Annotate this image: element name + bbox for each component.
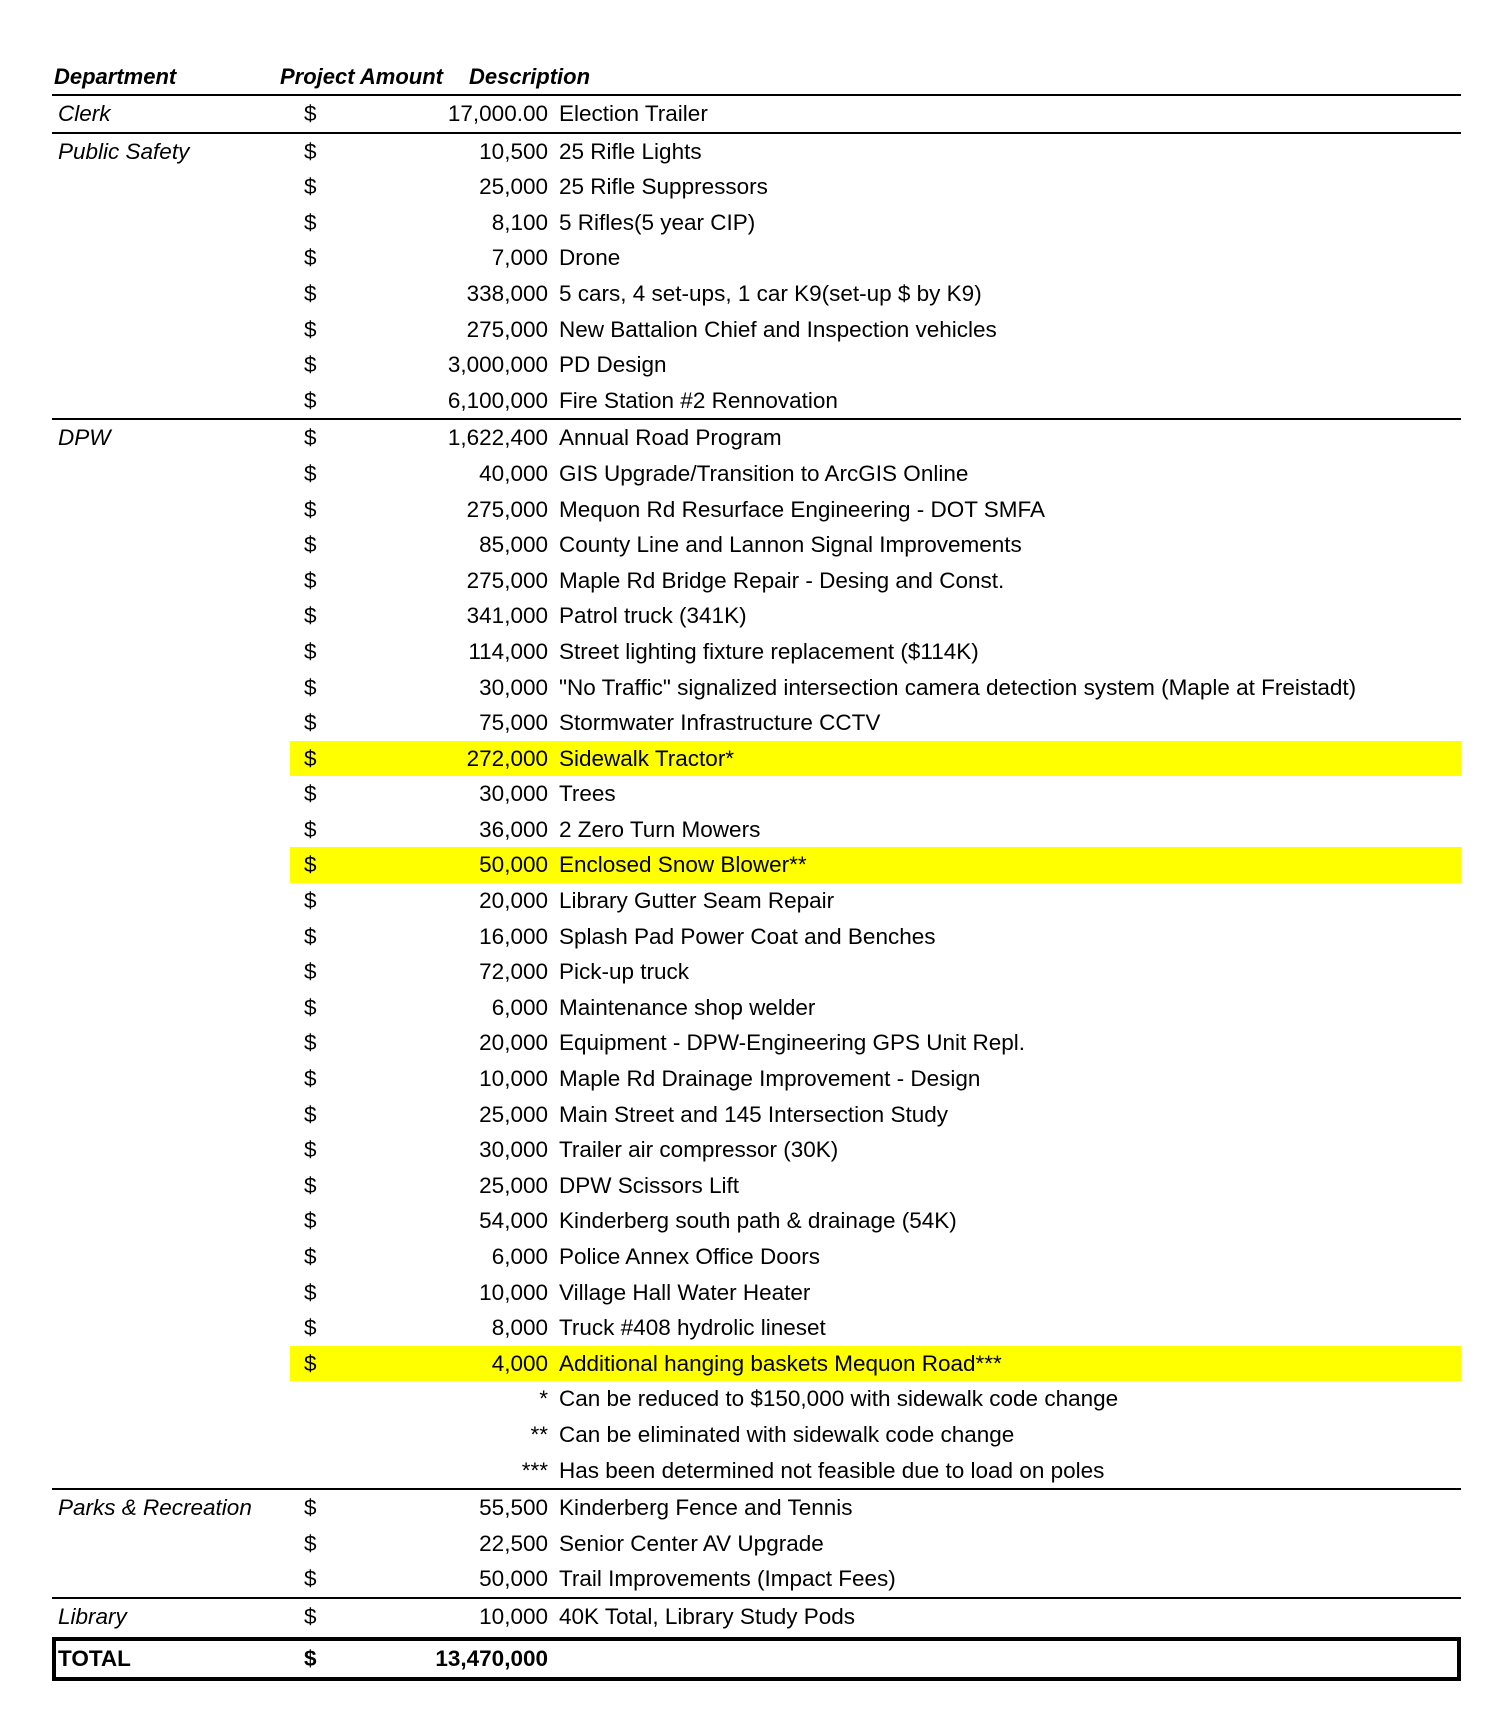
project-amount: 30,000 bbox=[479, 1137, 548, 1163]
table-row bbox=[52, 1526, 1461, 1562]
table-row bbox=[52, 1310, 1461, 1346]
project-amount: 55,500 bbox=[479, 1495, 548, 1521]
department-group bbox=[52, 1599, 1461, 1635]
table-row bbox=[52, 492, 1461, 528]
project-description: Street lighting fixture replacement ($114K) bbox=[559, 638, 979, 664]
currency-symbol: $ bbox=[304, 1530, 317, 1556]
capital-projects-table bbox=[52, 58, 1461, 1681]
project-amount: 8,100 bbox=[491, 209, 548, 235]
project-amount: 72,000 bbox=[479, 959, 548, 985]
table-row bbox=[52, 420, 1461, 456]
project-description: Trees bbox=[559, 781, 616, 807]
table-row bbox=[52, 1097, 1461, 1133]
currency-symbol: $ bbox=[304, 710, 317, 736]
project-amount: 275,000 bbox=[466, 567, 548, 593]
table-header bbox=[52, 58, 1461, 96]
currency-symbol: $ bbox=[304, 852, 317, 878]
currency-symbol: $ bbox=[304, 1603, 317, 1629]
department-name: Clerk bbox=[58, 101, 111, 126]
table-row bbox=[52, 96, 1461, 132]
project-description: Police Annex Office Doors bbox=[559, 1244, 820, 1269]
currency-symbol: $ bbox=[304, 174, 317, 200]
total-amount: 13,470,000 bbox=[435, 1645, 548, 1671]
project-description: 40K Total, Library Study Pods bbox=[559, 1603, 856, 1629]
project-amount: 22,500 bbox=[479, 1530, 548, 1556]
department-groups bbox=[52, 96, 1461, 1635]
currency-symbol: $ bbox=[304, 1030, 317, 1056]
table-row bbox=[52, 240, 1461, 276]
project-amount: 54,000 bbox=[479, 1208, 548, 1234]
currency-symbol: $ bbox=[304, 567, 317, 593]
project-description: Maintenance shop welder bbox=[559, 994, 816, 1020]
project-description: 5 Rifles(5 year CIP) bbox=[559, 209, 756, 235]
currency-symbol: $ bbox=[304, 603, 317, 629]
project-amount: 25,000 bbox=[479, 174, 548, 200]
project-amount: 30,000 bbox=[479, 781, 548, 807]
footnote-row bbox=[52, 1381, 1461, 1417]
project-description: Splash Pad Power Coat and Benches bbox=[559, 923, 936, 949]
table-row bbox=[52, 205, 1461, 241]
table-row bbox=[52, 883, 1461, 919]
table-row bbox=[52, 1168, 1461, 1204]
currency-symbol: $ bbox=[304, 923, 317, 949]
project-description: 25 Rifle Lights bbox=[559, 138, 702, 164]
project-amount: 20,000 bbox=[479, 888, 548, 914]
project-amount: 8,000 bbox=[491, 1315, 548, 1341]
table-row bbox=[52, 847, 1461, 883]
project-description: Kinderberg Fence and Tennis bbox=[559, 1495, 853, 1521]
project-description: Trailer air compressor (30K) bbox=[559, 1137, 839, 1163]
table-row bbox=[52, 990, 1461, 1026]
table-row bbox=[52, 383, 1461, 419]
project-description: Sidewalk Tractor* bbox=[559, 745, 735, 771]
table-row bbox=[52, 312, 1461, 348]
header-amount: Project Amount bbox=[280, 64, 443, 89]
currency-symbol: $ bbox=[304, 1566, 317, 1592]
total-currency: $ bbox=[304, 1645, 317, 1671]
project-description: PD Design bbox=[559, 352, 667, 378]
total-label: TOTAL bbox=[58, 1645, 131, 1671]
table-row bbox=[52, 1275, 1461, 1311]
table-row bbox=[52, 169, 1461, 205]
project-description: 5 cars, 4 set-ups, 1 car K9(set-up $ by K9) bbox=[559, 280, 982, 306]
table-row bbox=[52, 134, 1461, 170]
department-group bbox=[52, 1490, 1461, 1599]
department-group bbox=[52, 96, 1461, 134]
header-department: Department bbox=[54, 64, 177, 89]
project-description: GIS Upgrade/Transition to ArcGIS Online bbox=[559, 460, 969, 486]
project-description: Additional hanging baskets Mequon Road*** bbox=[559, 1350, 1002, 1376]
project-amount: 341,000 bbox=[466, 603, 548, 629]
currency-symbol: $ bbox=[304, 245, 317, 271]
project-description: New Battalion Chief and Inspection vehicles bbox=[559, 316, 997, 342]
currency-symbol: $ bbox=[304, 101, 317, 126]
project-description: Stormwater Infrastructure CCTV bbox=[559, 710, 881, 736]
project-amount: 3,000,000 bbox=[447, 352, 548, 378]
project-amount: 275,000 bbox=[466, 316, 548, 342]
currency-symbol: $ bbox=[304, 425, 317, 451]
project-description: Village Hall Water Heater bbox=[559, 1279, 811, 1305]
currency-symbol: $ bbox=[304, 1279, 317, 1305]
currency-symbol: $ bbox=[304, 352, 317, 378]
project-description: Enclosed Snow Blower** bbox=[559, 852, 807, 878]
table-row bbox=[52, 776, 1461, 812]
table-row bbox=[52, 1203, 1461, 1239]
footnote-mark: *** bbox=[521, 1457, 548, 1483]
currency-symbol: $ bbox=[304, 745, 317, 771]
currency-symbol: $ bbox=[304, 816, 317, 842]
total-row bbox=[52, 1637, 1461, 1681]
table-row bbox=[52, 276, 1461, 312]
project-description: Trail Improvements (Impact Fees) bbox=[559, 1566, 896, 1592]
project-amount: 6,000 bbox=[491, 1244, 548, 1269]
project-description: Can be eliminated with sidewalk code change bbox=[559, 1421, 1015, 1447]
project-amount: 4,000 bbox=[491, 1350, 548, 1376]
project-amount: 75,000 bbox=[479, 710, 548, 736]
department-group bbox=[52, 420, 1461, 1490]
project-description: Pick-up truck bbox=[559, 959, 690, 985]
department-name: DPW bbox=[58, 425, 111, 451]
project-amount: 10,000 bbox=[479, 1066, 548, 1092]
department-name: Parks & Recreation bbox=[58, 1495, 252, 1521]
project-description: Senior Center AV Upgrade bbox=[559, 1530, 824, 1556]
department-group bbox=[52, 134, 1461, 421]
project-description: Library Gutter Seam Repair bbox=[559, 888, 835, 914]
table-row bbox=[52, 1599, 1461, 1635]
footnote-row bbox=[52, 1417, 1461, 1453]
department-name: Library bbox=[58, 1603, 127, 1629]
project-amount: 114,000 bbox=[468, 638, 548, 664]
currency-symbol: $ bbox=[304, 209, 317, 235]
project-amount: 20,000 bbox=[479, 1030, 548, 1056]
table-row bbox=[52, 954, 1461, 990]
currency-symbol: $ bbox=[304, 638, 317, 664]
project-description: Maple Rd Drainage Improvement - Design bbox=[559, 1066, 981, 1092]
table-row bbox=[52, 812, 1461, 848]
project-amount: 6,000 bbox=[491, 994, 548, 1020]
project-amount: 25,000 bbox=[479, 1101, 548, 1127]
project-amount: 6,100,000 bbox=[447, 387, 548, 413]
project-description: DPW Scissors Lift bbox=[559, 1172, 740, 1198]
table-row bbox=[52, 1061, 1461, 1097]
table-row bbox=[52, 1346, 1461, 1382]
project-description: Can be reduced to $150,000 with sidewalk code change bbox=[559, 1386, 1119, 1412]
currency-symbol: $ bbox=[304, 674, 317, 700]
currency-symbol: $ bbox=[304, 1101, 317, 1127]
footnote-mark: * bbox=[539, 1386, 548, 1412]
currency-symbol: $ bbox=[304, 1495, 317, 1521]
project-description: 2 Zero Turn Mowers bbox=[559, 816, 761, 842]
currency-symbol: $ bbox=[304, 959, 317, 985]
project-amount: 16,000 bbox=[479, 923, 548, 949]
project-description: Mequon Rd Resurface Engineering - DOT SMFA bbox=[559, 496, 1046, 522]
table-row bbox=[52, 741, 1461, 777]
project-amount: 50,000 bbox=[479, 1566, 548, 1592]
table-row bbox=[52, 1561, 1461, 1597]
currency-symbol: $ bbox=[304, 1066, 317, 1092]
project-amount: 50,000 bbox=[479, 852, 548, 878]
project-description: Main Street and 145 Intersection Study bbox=[559, 1101, 948, 1127]
footnote-row bbox=[52, 1453, 1461, 1489]
table-row bbox=[52, 1239, 1461, 1275]
currency-symbol: $ bbox=[304, 1244, 317, 1269]
table-row bbox=[52, 919, 1461, 955]
project-description: 25 Rifle Suppressors bbox=[559, 174, 768, 200]
currency-symbol: $ bbox=[304, 1208, 317, 1234]
department-name: Public Safety bbox=[58, 138, 190, 164]
project-amount: 275,000 bbox=[466, 496, 548, 522]
project-description: Drone bbox=[559, 245, 621, 271]
currency-symbol: $ bbox=[304, 781, 317, 807]
project-description: Kinderberg south path & drainage (54K) bbox=[559, 1208, 957, 1234]
currency-symbol: $ bbox=[304, 1137, 317, 1163]
project-description: Annual Road Program bbox=[559, 425, 782, 451]
project-description: "No Traffic" signalized intersection camera detection system (Maple at Freistadt) bbox=[559, 674, 1357, 700]
project-amount: 36,000 bbox=[479, 816, 548, 842]
project-description: Equipment - DPW-Engineering GPS Unit Repl. bbox=[559, 1030, 1026, 1056]
currency-symbol: $ bbox=[304, 1350, 317, 1376]
currency-symbol: $ bbox=[304, 1172, 317, 1198]
table-row bbox=[52, 634, 1461, 670]
currency-symbol: $ bbox=[304, 138, 317, 164]
table-row bbox=[52, 527, 1461, 563]
table-row bbox=[52, 347, 1461, 383]
currency-symbol: $ bbox=[304, 316, 317, 342]
currency-symbol: $ bbox=[304, 387, 317, 413]
project-description: Maple Rd Bridge Repair - Desing and Const. bbox=[559, 567, 1005, 593]
project-description: County Line and Lannon Signal Improvements bbox=[559, 532, 1022, 558]
table-row bbox=[52, 1025, 1461, 1061]
project-amount: 30,000 bbox=[479, 674, 548, 700]
project-amount: 40,000 bbox=[479, 460, 548, 486]
currency-symbol: $ bbox=[304, 1315, 317, 1341]
project-amount: 1,622,400 bbox=[447, 425, 548, 451]
currency-symbol: $ bbox=[304, 496, 317, 522]
table-row bbox=[52, 456, 1461, 492]
currency-symbol: $ bbox=[304, 532, 317, 558]
project-description: Truck #408 hydrolic lineset bbox=[559, 1315, 826, 1341]
project-description: Fire Station #2 Rennovation bbox=[559, 387, 838, 413]
table-row bbox=[52, 598, 1461, 634]
table-row bbox=[52, 670, 1461, 706]
project-amount: 10,000 bbox=[479, 1279, 548, 1305]
project-description: Has been determined not feasible due to load on poles bbox=[559, 1457, 1105, 1483]
project-amount: 338,000 bbox=[466, 280, 548, 306]
currency-symbol: $ bbox=[304, 888, 317, 914]
project-amount: 10,000 bbox=[479, 1603, 548, 1629]
header-description: Description bbox=[469, 64, 591, 89]
currency-symbol: $ bbox=[304, 460, 317, 486]
project-amount: 10,500 bbox=[479, 138, 548, 164]
project-amount: 85,000 bbox=[479, 532, 548, 558]
table-row bbox=[52, 563, 1461, 599]
project-amount: 25,000 bbox=[479, 1172, 548, 1198]
table-row bbox=[52, 1132, 1461, 1168]
project-amount: 7,000 bbox=[491, 245, 548, 271]
project-amount: 272,000 bbox=[466, 745, 548, 771]
footnote-mark: ** bbox=[530, 1421, 548, 1447]
project-description: Election Trailer bbox=[559, 101, 708, 126]
project-description: Patrol truck (341K) bbox=[559, 603, 747, 629]
project-amount: 17,000.00 bbox=[447, 101, 548, 126]
currency-symbol: $ bbox=[304, 994, 317, 1020]
table-row bbox=[52, 705, 1461, 741]
table-row bbox=[52, 1490, 1461, 1526]
currency-symbol: $ bbox=[304, 280, 317, 306]
